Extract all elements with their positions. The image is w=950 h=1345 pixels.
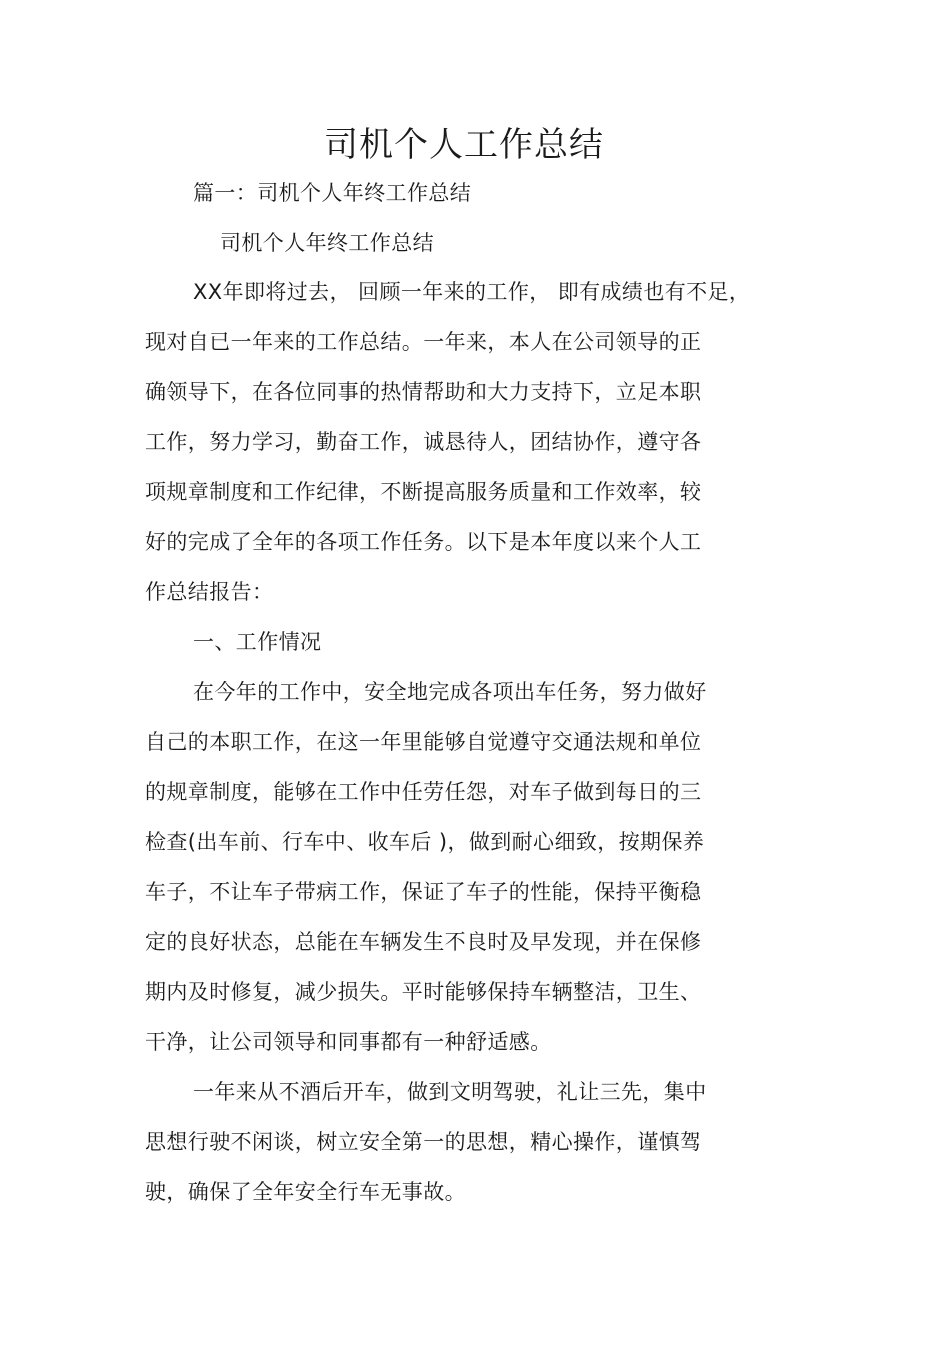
text-line: 工作，努力学习，勤奋工作，诚恳待人，团结协作，遵守各: [145, 430, 702, 454]
subtitle: 篇一：司机个人年终工作总结: [193, 181, 472, 205]
text-line: 项规章制度和工作纪律，不断提高服务质量和工作效率，较: [145, 480, 702, 504]
text-line: XX年即将过去， 回顾一年来的工作， 即有成绩也有不足，: [193, 280, 751, 304]
text-line: 确领导下，在各位同事的热情帮助和大力支持下，立足本职: [145, 380, 702, 404]
text-line: 期内及时修复，减少损失。平时能够保持车辆整洁，卫生、: [145, 980, 702, 1004]
text-line: 检查(出车前、行车中、收车后 )，做到耐心细致，按期保养: [145, 830, 705, 854]
text-line: 作总结报告：: [145, 580, 274, 604]
text-line: 在今年的工作中，安全地完成各项出车任务，努力做好: [193, 680, 707, 704]
section-heading: 司机个人年终工作总结: [220, 231, 434, 255]
text-line: 现对自已一年来的工作总结。一年来，本人在公司领导的正: [145, 330, 702, 354]
text-line: 车子，不让车子带病工作，保证了车子的性能，保持平衡稳: [145, 880, 702, 904]
text-line: 的规章制度，能够在工作中任劳任怨，对车子做到每日的三: [145, 780, 702, 804]
text-line: 自己的本职工作，在这一年里能够自觉遵守交通法规和单位: [145, 730, 702, 754]
text-line: 定的良好状态，总能在车辆发生不良时及早发现，并在保修: [145, 930, 702, 954]
text-line: 干净，让公司领导和同事都有一种舒适感。: [145, 1030, 552, 1054]
text-line: 一年来从不酒后开车，做到文明驾驶，礼让三先，集中: [193, 1080, 707, 1104]
text-line: 好的完成了全年的各项工作任务。以下是本年度以来个人工: [145, 530, 702, 554]
text-line: 思想行驶不闲谈，树立安全第一的思想，精心操作，谨慎驾: [145, 1130, 702, 1154]
document-title: 司机个人工作总结: [324, 125, 604, 165]
text-line: 驶，确保了全年安全行车无事故。: [145, 1180, 466, 1204]
section-heading-work: 一、工作情况: [193, 630, 322, 654]
